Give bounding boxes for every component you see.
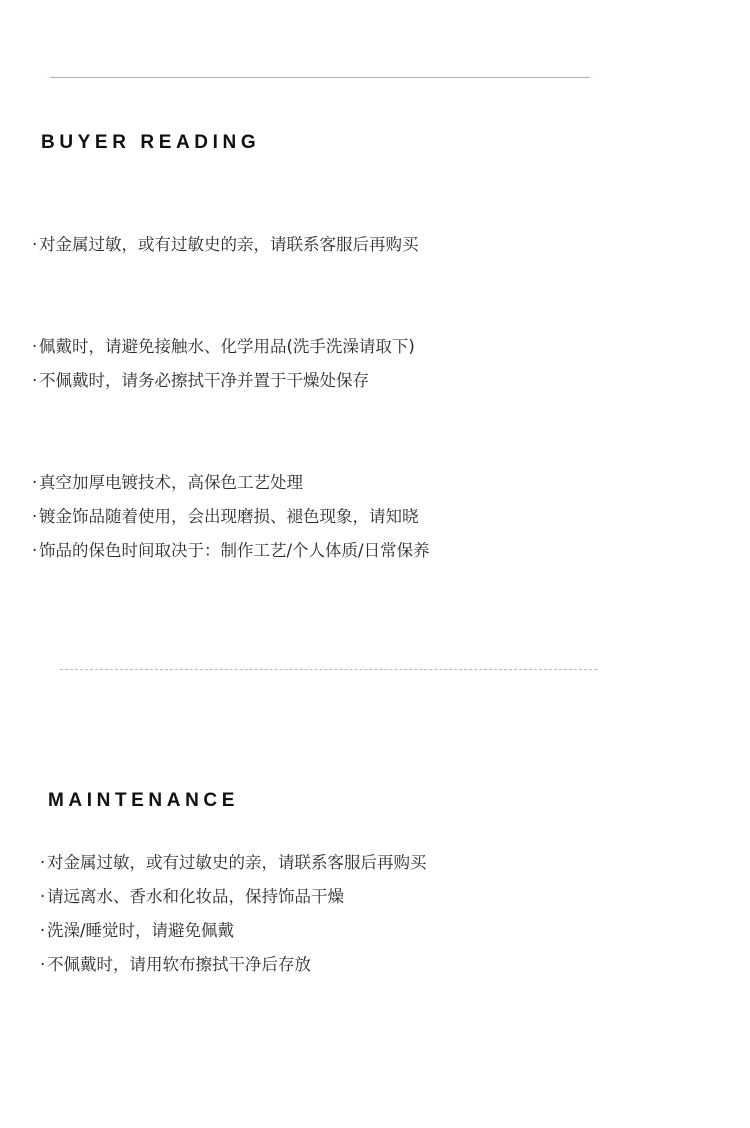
list-item: · 不佩戴时，请务必擦拭干净并置于干燥处保存 <box>32 370 415 404</box>
list-item: · 佩戴时，请避免接触水、化学用品(洗手洗澡请取下) <box>32 336 415 370</box>
list-item: · 对金属过敏，或有过敏史的亲，请联系客服后再购买 <box>32 234 419 268</box>
top-divider <box>50 77 590 78</box>
buyer-reading-allergy-list <box>32 234 419 268</box>
section-divider <box>60 669 597 670</box>
buyer-reading-wearing-list <box>32 336 415 404</box>
buyer-reading-heading: BUYER READING <box>41 132 261 153</box>
list-item: · 请远离水、香水和化妆品，保持饰品干燥 <box>40 886 427 920</box>
maintenance-heading: MAINTENANCE <box>48 790 239 811</box>
list-item: · 镀金饰品随着使用，会出现磨损、褪色现象，请知晓 <box>32 506 430 540</box>
buyer-reading-plating-list <box>32 472 430 574</box>
list-item: · 对金属过敏，或有过敏史的亲，请联系客服后再购买 <box>40 852 427 886</box>
list-item: · 洗澡/睡觉时，请避免佩戴 <box>40 920 427 954</box>
list-item: · 真空加厚电镀技术，高保色工艺处理 <box>32 472 430 506</box>
maintenance-list <box>40 852 427 988</box>
list-item: · 不佩戴时，请用软布擦拭干净后存放 <box>40 954 427 988</box>
list-item: · 饰品的保色时间取决于：制作工艺/个人体质/日常保养 <box>32 540 430 574</box>
